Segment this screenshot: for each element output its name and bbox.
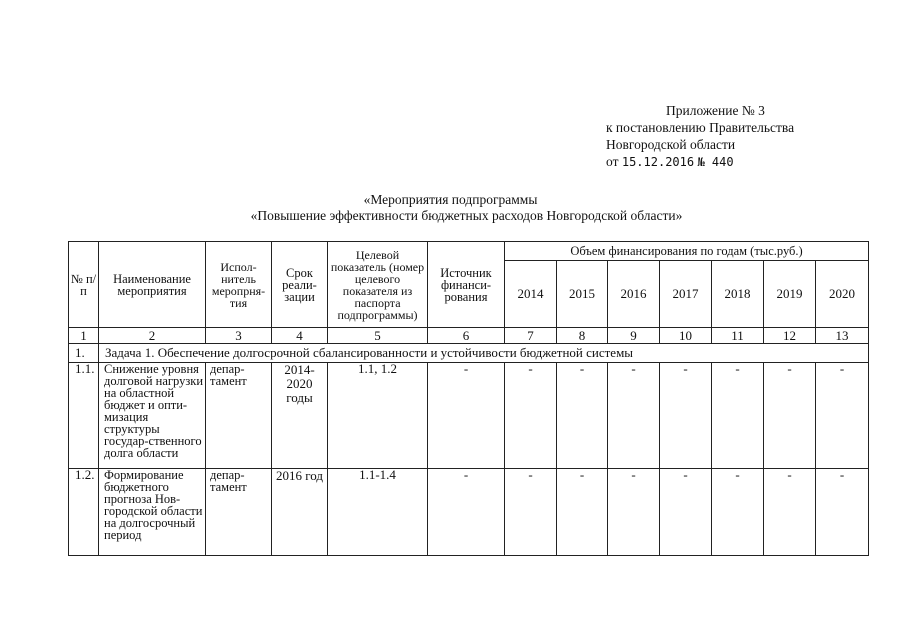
appendix-number: № 440 xyxy=(697,155,734,169)
task-text: Задача 1. Обеспечение долгосрочной сбалансированности и устойчивости бюджетной системы xyxy=(99,344,869,363)
row-target: 1.1-1.4 xyxy=(328,469,428,556)
row-executor: депар-тамент xyxy=(206,469,272,556)
row-value: - xyxy=(660,363,712,469)
header-year: 2019 xyxy=(764,261,816,328)
row-measure-name: Снижение уровня долговой нагрузки на областной бюджет и опти-мизация структуры государ-ственного долга области xyxy=(99,363,206,469)
page-title-line-1: «Мероприятия подпрограммы xyxy=(363,192,538,207)
column-number: 3 xyxy=(206,328,272,344)
header-year: 2017 xyxy=(660,261,712,328)
header-year: 2014 xyxy=(505,261,557,328)
header-num: № п/п xyxy=(69,242,99,328)
row-value: - xyxy=(608,363,660,469)
column-number: 4 xyxy=(272,328,328,344)
column-number-row xyxy=(69,328,869,344)
appendix-line-3: Новгородской области xyxy=(606,137,736,152)
row-executor: депар-тамент xyxy=(206,363,272,469)
column-number: 9 xyxy=(608,328,660,344)
column-number: 13 xyxy=(816,328,869,344)
header-name: Наименование мероприятия xyxy=(99,242,206,328)
column-number: 7 xyxy=(505,328,557,344)
row-value: - xyxy=(712,363,764,469)
header-source: Источник финанси-рования xyxy=(428,242,505,328)
table-row xyxy=(69,363,869,469)
row-value: - xyxy=(816,363,869,469)
appendix-line-2: к постановлению Правительства xyxy=(606,120,795,135)
row-source: - xyxy=(428,363,505,469)
column-number: 8 xyxy=(557,328,608,344)
header-target: Целевой показатель (номер целевого показателя из паспорта подпрограммы) xyxy=(328,242,428,328)
measures-table xyxy=(68,241,869,556)
row-value: - xyxy=(557,469,608,556)
header-term: Срок реали-зации xyxy=(272,242,328,328)
appendix-line-4 xyxy=(606,153,794,171)
column-number: 2 xyxy=(99,328,206,344)
header-year: 2020 xyxy=(816,261,869,328)
header-executor: Испол-нитель меропрня-тия xyxy=(206,242,272,328)
row-value: - xyxy=(505,363,557,469)
row-value: - xyxy=(764,469,816,556)
row-measure-name: Формирование бюджетного прогноза Нов-городской области на долгосрочный период xyxy=(99,469,206,556)
row-value: - xyxy=(764,363,816,469)
header-year: 2015 xyxy=(557,261,608,328)
row-value: - xyxy=(557,363,608,469)
row-term: 2014-2020 годы xyxy=(272,363,328,469)
column-number: 12 xyxy=(764,328,816,344)
row-target: 1.1, 1.2 xyxy=(328,363,428,469)
row-number: 1.1. xyxy=(69,363,99,469)
header-funding: Объем финансирования по годам (тыс.руб.) xyxy=(505,242,869,261)
column-number: 5 xyxy=(328,328,428,344)
appendix-block xyxy=(606,102,794,171)
appendix-date: 15.12.2016 xyxy=(621,155,695,169)
header-year: 2016 xyxy=(608,261,660,328)
column-number: 10 xyxy=(660,328,712,344)
appendix-line-1: Приложение № 3 xyxy=(666,103,765,118)
row-value: - xyxy=(660,469,712,556)
task-row xyxy=(69,344,869,363)
row-value: - xyxy=(816,469,869,556)
header-year: 2018 xyxy=(712,261,764,328)
row-source: - xyxy=(428,469,505,556)
row-value: - xyxy=(608,469,660,556)
row-term: 2016 год xyxy=(272,469,328,556)
column-number: 6 xyxy=(428,328,505,344)
row-value: - xyxy=(505,469,557,556)
row-number: 1.2. xyxy=(69,469,99,556)
task-number: 1. xyxy=(69,344,99,363)
row-value: - xyxy=(712,469,764,556)
column-number: 11 xyxy=(712,328,764,344)
page-title-line-2: «Повышение эффективности бюджетных расходов Новгородской области» xyxy=(250,208,683,223)
table-row xyxy=(69,469,869,556)
appendix-date-prefix: от xyxy=(606,154,619,169)
column-number: 1 xyxy=(69,328,99,344)
